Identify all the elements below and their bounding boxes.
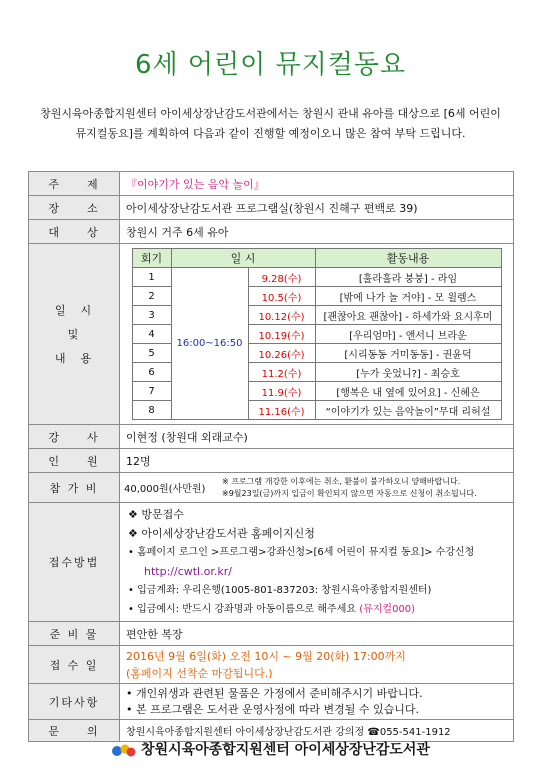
theme-label: 주 제: [29, 172, 120, 196]
session-no: 1: [132, 268, 171, 287]
session-no: 6: [132, 363, 171, 382]
row-count: [29, 449, 514, 473]
session-date: 9.28(수): [248, 268, 315, 287]
row-schedule: [29, 244, 514, 425]
schedule-table: [132, 248, 502, 420]
session-date: 11.16(수): [248, 401, 315, 420]
theme-value: 『이야기가 있는 음악 놀이』: [120, 172, 514, 196]
apply-label: 접수방법: [29, 503, 120, 622]
info-table: [28, 171, 514, 742]
row-fee: [29, 473, 514, 503]
prep-value: 편안한 복장: [120, 622, 514, 646]
count-label: 인 원: [29, 449, 120, 473]
row-apply: [29, 503, 514, 622]
apply-list: [128, 505, 505, 619]
intro-text: 창원시육아종합지원센터 아이세상장난감도서관에서는 창원시 관내 유아를 대상으로 [6세 어린이 뮤지컬동요]를 계획하여 다음과 같이 진행할 예정이오니 많은 참여 부탁 드립니다.: [40, 107, 501, 140]
fee-note-2: ※9월23일(금)까지 입금이 확인되지 않으면 자동으로 신청이 취소됩니다.: [222, 488, 477, 498]
fee-value: 40,000원(사만원): [124, 484, 206, 495]
schedule-header-date: 일 시: [171, 249, 315, 268]
session-content: [시리동동 거미동동] - 권윤덕: [315, 344, 501, 363]
apply-item: • 입금계좌: 우리은행(1005-801-837203: 창원시육아종합지원센터): [128, 585, 432, 596]
count-value: 12명: [120, 449, 514, 473]
session-content: [밖에 나가 놀 거야] - 모 윌렘스: [315, 287, 501, 306]
apply-example-text: • 입금예시: 반드시 강좌명과 아동이름으로 해주세요: [128, 604, 360, 615]
apply-url-link[interactable]: http://cwtl.or.kr/: [144, 565, 232, 578]
session-no: 3: [132, 306, 171, 325]
place-label: 장 소: [29, 196, 120, 220]
page-title: 6세 어린이 뮤지컬동요: [134, 50, 407, 80]
etc-cell: [120, 684, 514, 720]
schedule-header-no: 회기: [132, 249, 171, 268]
center-logo-icon: [111, 741, 137, 759]
session-date: 10.26(수): [248, 344, 315, 363]
apply-item: [128, 600, 505, 619]
fee-note-1: ※ 프로그램 개강한 이후에는 취소, 환불이 불가하오니 양해바랍니다.: [222, 476, 461, 486]
schedule-label: [29, 244, 120, 425]
apply-item: ❖ 아이세상장난감도서관 홈페이지신청: [128, 527, 315, 540]
session-date: 10.19(수): [248, 325, 315, 344]
etc-item: • 본 프로그램은 도서관 운영사정에 따라 변경될 수 있습니다.: [126, 702, 419, 716]
footer-org: [0, 739, 541, 759]
place-value: 아이세상장난감도서관 프로그램실(창원시 진해구 편백로 39): [120, 196, 514, 220]
fee-label: 참 가 비: [29, 473, 120, 503]
footer-text: 창원시육아종합지원센터 아이세상장난감도서관: [141, 742, 430, 758]
session-date: 11.2(수): [248, 363, 315, 382]
period-cell: [120, 646, 514, 684]
lecturer-label: 강 사: [29, 425, 120, 449]
session-content: [훌라훌라 붕붕] - 라임: [315, 268, 501, 287]
schedule-cell: [120, 244, 514, 425]
schedule-label-line2: 및: [67, 328, 81, 341]
session-no: 7: [132, 382, 171, 401]
row-prep: [29, 622, 514, 646]
schedule-row: [132, 268, 501, 287]
session-content: [괜찮아요 괜찮아] - 하세가와 요시후미: [315, 306, 501, 325]
contact-label: 문 의: [29, 720, 120, 742]
row-period: [29, 646, 514, 684]
apply-item: ❖ 방문접수: [128, 508, 184, 521]
apply-cell: [120, 503, 514, 622]
session-no: 4: [132, 325, 171, 344]
row-etc: [29, 684, 514, 720]
fee-cell: [120, 473, 514, 503]
row-theme: [29, 172, 514, 196]
schedule-label-line1: 일 시: [54, 304, 94, 317]
target-label: 대 상: [29, 220, 120, 244]
session-date: 11.9(수): [248, 382, 315, 401]
schedule-header-row: [132, 249, 501, 268]
prep-label: 준 비 물: [29, 622, 120, 646]
session-time: 16:00~16:50: [171, 268, 248, 420]
session-content: [우리엄마] - 앤서니 브라운: [315, 325, 501, 344]
row-target: [29, 220, 514, 244]
session-content: “이야기가 있는 음악놀이”무대 리허설: [315, 401, 501, 420]
apply-example-code: (뮤지컬000): [359, 604, 416, 615]
row-lecturer: [29, 425, 514, 449]
session-no: 5: [132, 344, 171, 363]
etc-label: 기타사항: [29, 684, 120, 720]
contact-value: 창원시육아종합지원센터 아이세상장난감도서관 강의정 ☎055-541-1912: [120, 720, 514, 742]
lecturer-value: 이현정 (창원대 외래교수): [120, 425, 514, 449]
row-place: [29, 196, 514, 220]
session-no: 2: [132, 287, 171, 306]
period-label: 접 수 일: [29, 646, 120, 684]
period-value-1: 2016년 9월 6일(화) 오전 10시 ~ 9월 20(화) 17:00까지: [126, 649, 406, 663]
period-value-2: (홈페이지 선착순 마감됩니다.): [126, 666, 273, 680]
schedule-header-content: 활동내용: [315, 249, 501, 268]
session-no: 8: [132, 401, 171, 420]
session-content: [행복은 내 옆에 있어요] - 신혜은: [315, 382, 501, 401]
target-value: 창원시 거주 6세 유아: [120, 220, 514, 244]
session-date: 10.12(수): [248, 306, 315, 325]
etc-item: • 개인위생과 관련된 물품은 가정에서 준비해주시기 바랍니다.: [126, 686, 423, 700]
session-content: [누가 웃었니?] - 최승호: [315, 363, 501, 382]
apply-item: • 홈페이지 로그인 >프로그램>강좌신청>[6세 어린이 뮤지컬 동요]> 수강신청: [128, 547, 475, 558]
session-date: 10.5(수): [248, 287, 315, 306]
schedule-label-line3: 내 용: [54, 352, 94, 365]
